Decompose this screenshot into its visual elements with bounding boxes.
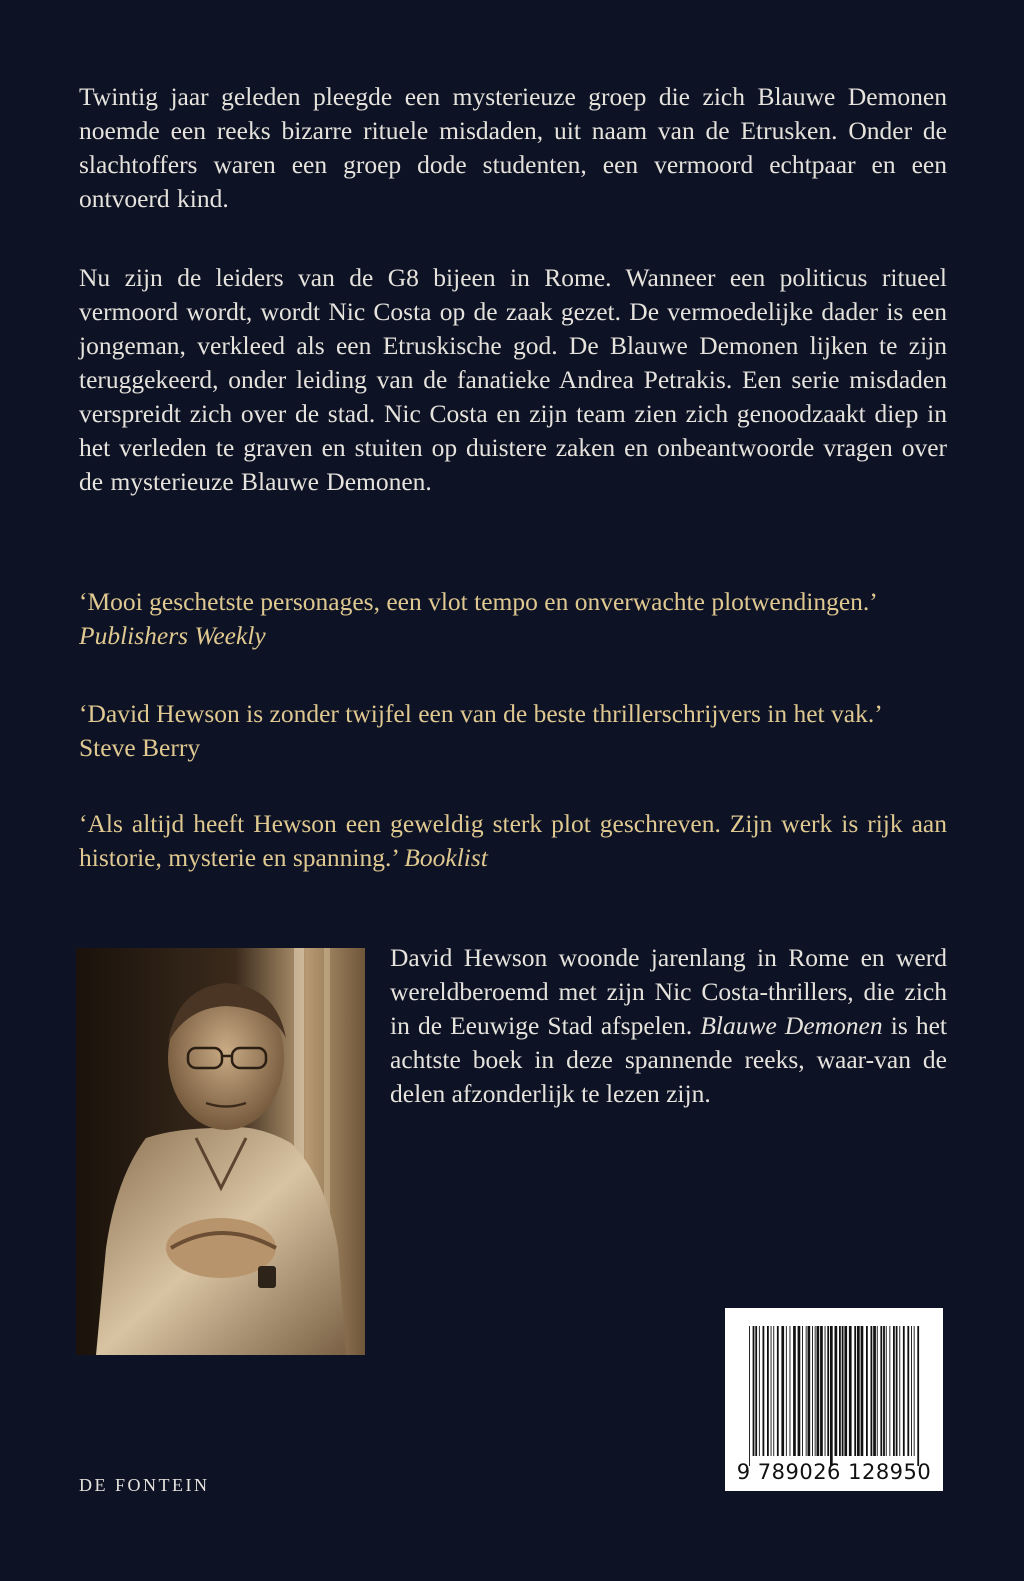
barcode-bar xyxy=(749,1326,750,1466)
review-quote-2 xyxy=(79,697,947,765)
author-photo-image xyxy=(76,948,365,1355)
synopsis-paragraph: Nu zijn de leiders van de G8 bijeen in Rome. Wanneer een politicus ritueel vermoord wordt, wordt Nic Costa op de zaak gezet. De vermoedelijke dader is een jongeman, verkleed als een Etruskische god. De Blauwe Demonen lijken te zijn teruggekeerd, onder leiding van de fanatieke Andrea Petrakis. Een serie misdaden verspreidt zich over de stad. Nic Costa en zijn team zien zich genoodzaakt diep in het verleden te graven en stuiten op duistere zaken en onbeantwoorde vragen over de mysterieuze Blauwe Demonen. xyxy=(79,263,947,496)
review-quote-2-source: Steve Berry xyxy=(79,733,201,762)
review-quote-1-source: Publishers Weekly xyxy=(79,621,266,650)
author-bio-book-title: Blauwe Demonen xyxy=(700,1011,883,1040)
barcode-bar xyxy=(903,1326,905,1456)
barcode-bar xyxy=(771,1326,772,1456)
barcode-bar xyxy=(849,1326,852,1456)
barcode-bar xyxy=(889,1326,890,1456)
barcode-bar xyxy=(839,1326,841,1456)
barcode-bar xyxy=(812,1326,813,1456)
barcode-bar xyxy=(835,1326,838,1456)
review-quote-3 xyxy=(79,807,947,875)
barcode-bar xyxy=(815,1326,816,1456)
barcode-bar xyxy=(844,1326,847,1456)
barcode-bar xyxy=(786,1326,787,1456)
barcode-bar xyxy=(827,1326,829,1456)
review-quote-1-text: ‘Mooi geschetste personages, een vlot tempo en onverwachte plotwendingen.’ xyxy=(79,587,878,616)
review-quote-1 xyxy=(79,585,947,653)
barcode-bar xyxy=(842,1326,844,1456)
barcode-bar xyxy=(857,1326,860,1456)
barcode-bar xyxy=(877,1326,878,1456)
review-quote-3-text: ‘Als altijd heeft Hewson een geweldig sterk plot geschreven. Zijn werk is rijk aan historie, mysterie en spanning.’ xyxy=(79,809,947,872)
barcode-bar xyxy=(871,1326,873,1456)
barcode-bar xyxy=(793,1326,796,1456)
barcode-bar xyxy=(873,1326,876,1456)
barcode-bar xyxy=(808,1326,811,1456)
barcode-bar xyxy=(886,1326,887,1456)
barcode-bar xyxy=(861,1326,864,1456)
barcode-bar xyxy=(880,1326,882,1456)
author-bio xyxy=(390,941,947,1111)
barcode-bar xyxy=(911,1326,912,1456)
barcode-bar xyxy=(896,1326,898,1456)
barcode-bar xyxy=(781,1326,784,1456)
barcode-bar xyxy=(755,1326,757,1456)
barcode-bar xyxy=(914,1326,915,1456)
barcode-bar xyxy=(825,1326,826,1456)
barcode-bar xyxy=(854,1326,856,1456)
barcode-bar xyxy=(798,1326,801,1456)
barcode-bar xyxy=(820,1326,823,1456)
barcode-bar xyxy=(790,1326,791,1456)
barcode-bar xyxy=(773,1326,774,1456)
barcode-bar xyxy=(817,1326,820,1456)
intro-paragraph: Twintig jaar geleden pleegde een mysterieuze groep die zich Blauwe Demonen noemde een reeks bizarre rituele misdaden, uit naam van de Etrusken. Onder de slachtoffers waren een groep dode studenten, een vermoord echtpaar en een ontvoerd kind. xyxy=(79,82,947,213)
barcode-bar xyxy=(893,1326,895,1456)
review-quote-2-text: ‘David Hewson is zonder twijfel een van de beste thrillerschrijvers in het vak.’ xyxy=(79,699,883,728)
barcode-bar xyxy=(907,1326,909,1456)
barcode-bar xyxy=(802,1326,803,1456)
barcode-bar xyxy=(866,1326,868,1456)
author-bio-text-start: David Hewson woonde jarenlang in Rome en werd wereldberoemd met zijn Nic Costa-thrillers, die zich in de Eeuwige Stad afspelen. xyxy=(390,943,947,1040)
isbn-barcode xyxy=(725,1308,943,1491)
author-bio-text-end: is het achtste boek in deze spannende reeks, waar-van de delen afzonderlijk te lezen zijn. xyxy=(390,1011,947,1108)
barcode-bar xyxy=(806,1326,807,1456)
publisher-name: DE FONTEIN xyxy=(79,1475,210,1495)
barcode-bar xyxy=(917,1326,919,1466)
barcode-bar xyxy=(899,1326,900,1456)
isbn-number: 9 789026 128950 xyxy=(736,1460,932,1484)
barcode-bar xyxy=(753,1326,755,1456)
barcode-bar xyxy=(777,1326,779,1456)
barcode-bar xyxy=(759,1326,760,1456)
barcode-bar xyxy=(763,1326,765,1456)
barcode-bar xyxy=(767,1326,769,1456)
author-photo xyxy=(76,948,365,1355)
review-quote-3-source: Booklist xyxy=(404,843,488,872)
barcode-bar xyxy=(883,1326,885,1456)
barcode-bar xyxy=(830,1326,833,1466)
